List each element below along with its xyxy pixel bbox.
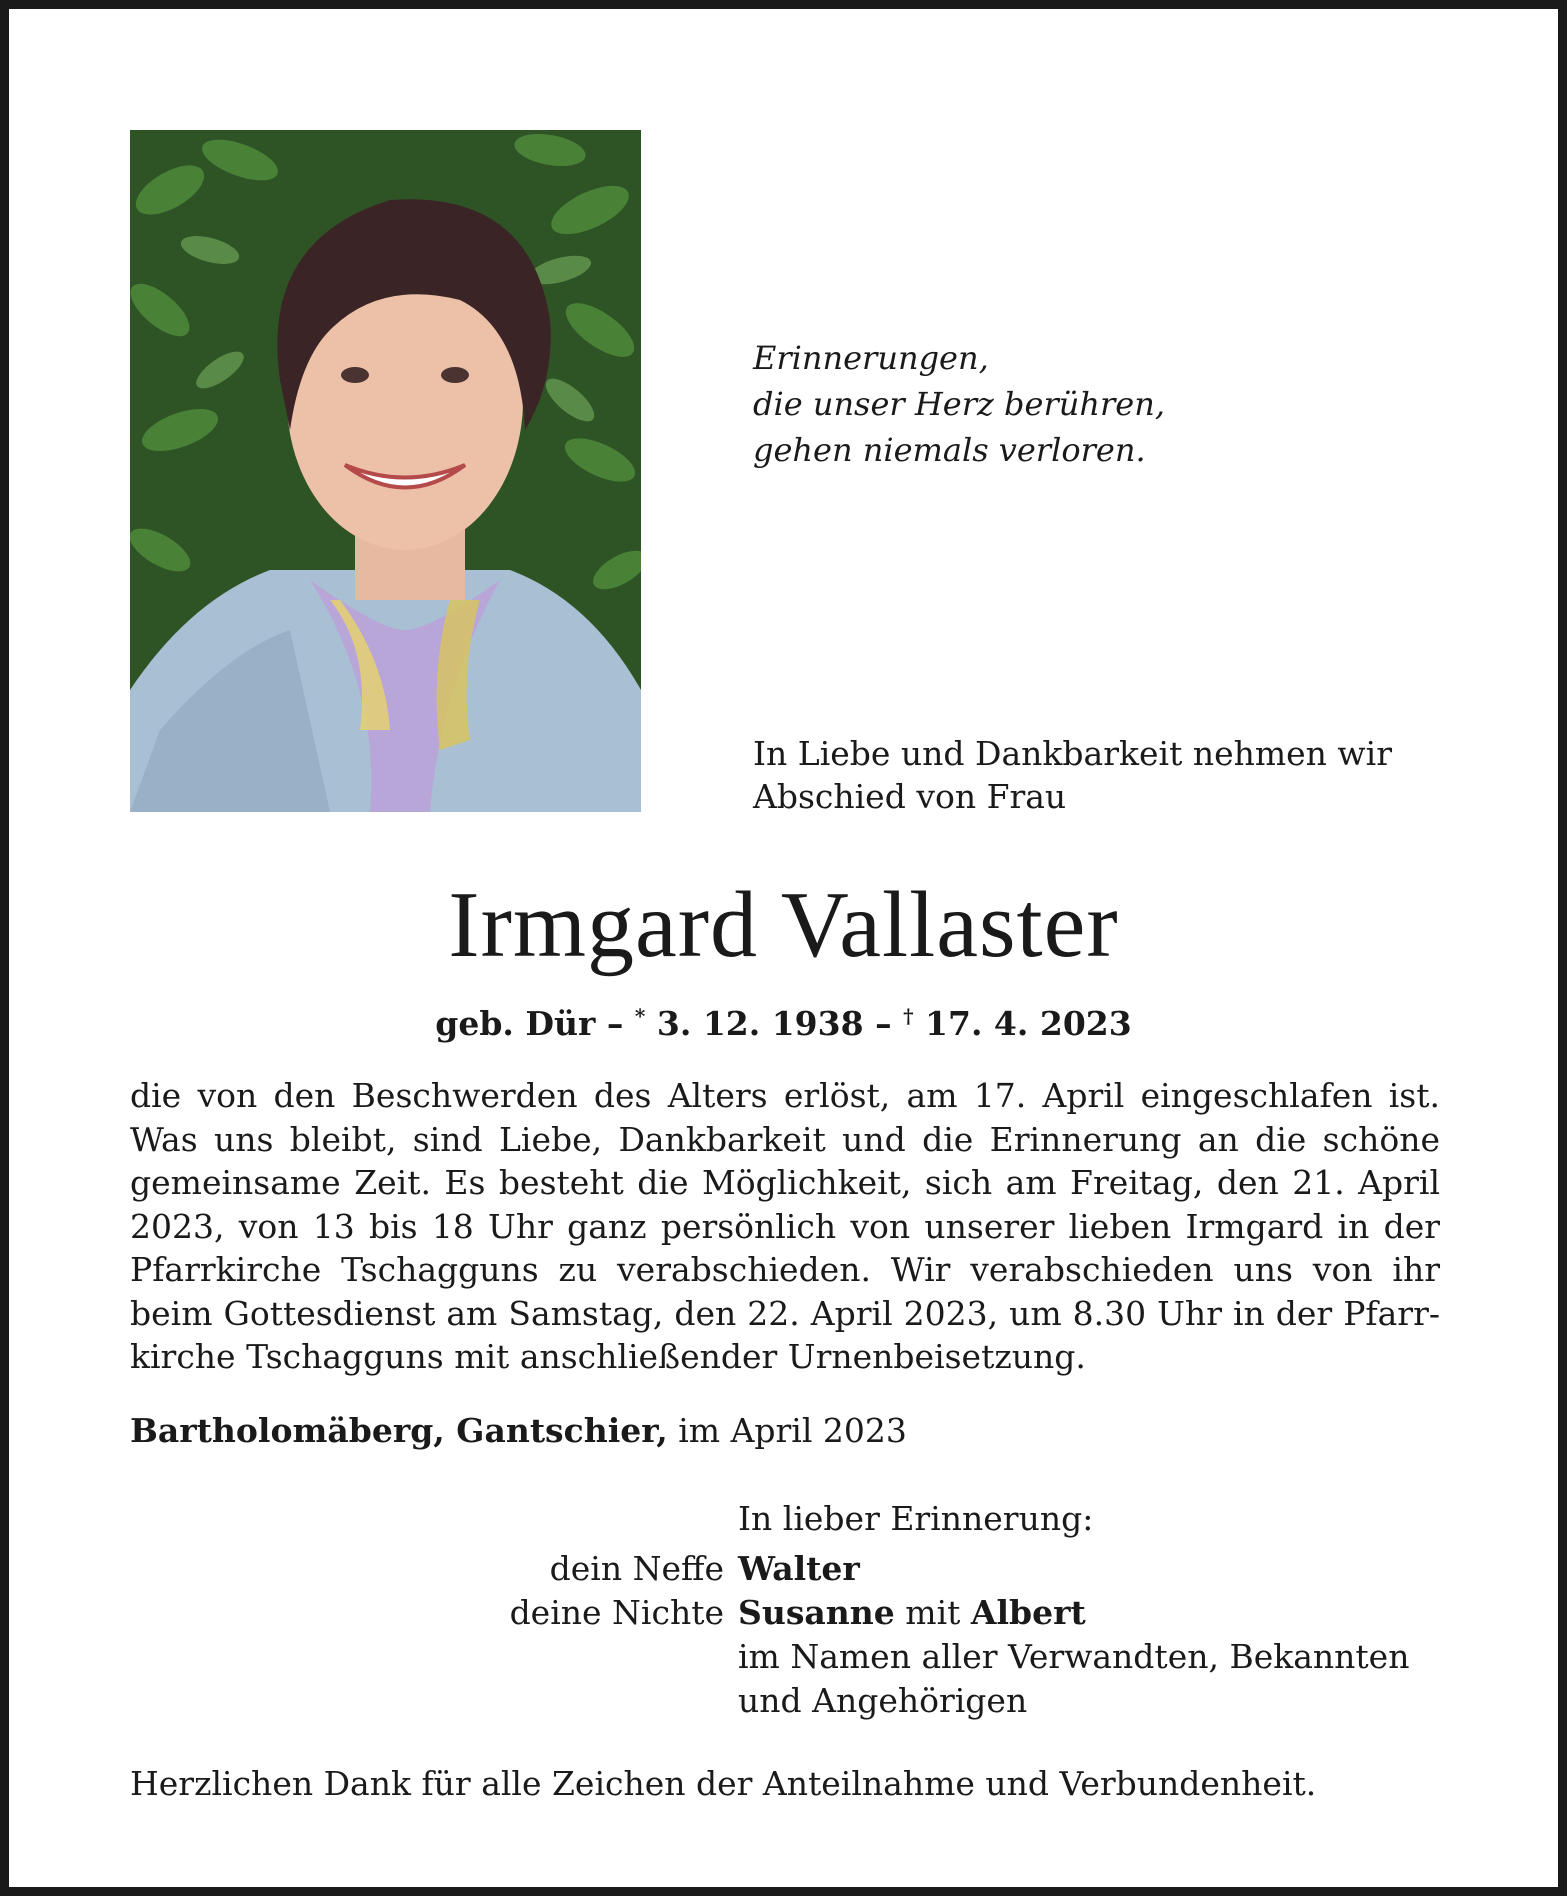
relation-label: dein Neffe [549, 1549, 724, 1588]
date-text: im April 2023 [678, 1411, 907, 1450]
body-line: 2023, von 13 bis 18 Uhr ganz persönlich von unserer lieben Irmgard in der [130, 1206, 1440, 1246]
portrait-photo [130, 130, 641, 812]
farewell-intro [753, 732, 1453, 818]
mourner-row-niece [0, 1591, 1567, 1635]
mourners-heading: In lieber Erinnerung: [738, 1499, 1094, 1538]
body-line: kirche Tschagguns mit anschließender Urnenbeisetzung. [130, 1337, 1086, 1376]
body-line: die von den Beschwerden des Alters erlöst, am 17. April eingeschlafen ist. [130, 1076, 1440, 1115]
body-line: Pfarrkirche Tschagguns zu verabschieden. Wir verabschieden uns von ihr [130, 1250, 1440, 1289]
death-date: 17. 4. 2023 [925, 1004, 1132, 1043]
intro-line: In Liebe und Dankbarkeit nehmen wir [753, 734, 1393, 773]
death-symbol: † [903, 1004, 914, 1028]
place-and-date [130, 1409, 907, 1453]
mourners-others-line: im Namen aller Verwandten, Bekannten [738, 1637, 1410, 1676]
life-dates: geb. Dür – * 3. 12. 1938 – † 17. 4. 2023 [435, 1004, 1132, 1043]
body-line: Was uns bleibt, sind Liebe, Dankbarkeit und die Erinnerung an die schöne [130, 1119, 1440, 1159]
mourner-row-nephew [0, 1547, 1567, 1591]
body-line: gemeinsame Zeit. Es besteht die Möglichkeit, sich am Freitag, den 21. April [130, 1163, 1440, 1202]
place-names: Bartholomäberg, Gantschier, [130, 1411, 668, 1450]
body-line: beim Gottesdienst am Samstag, den 22. April 2023, um 8.30 Uhr in der Pfarr- [130, 1293, 1440, 1333]
intro-line: Abschied von Frau [753, 777, 1067, 816]
obituary-body [130, 1074, 1440, 1379]
quote-line: Erinnerungen, [753, 339, 989, 377]
memorial-quote [753, 335, 1453, 473]
mourners-others-line: und Angehörigen [738, 1681, 1028, 1720]
quote-line: die unser Herz berühren, [753, 385, 1165, 423]
deceased-name: Irmgard Vallaster [448, 873, 1119, 977]
mourner-name: Susanne mit Albert [738, 1593, 1086, 1632]
thanks-line: Herzlichen Dank für alle Zeichen der Anteilnahme und Verbundenheit. [130, 1764, 1317, 1803]
birth-symbol: * [634, 1004, 646, 1028]
maiden-name: geb. Dür [435, 1004, 596, 1043]
birth-date: 3. 12. 1938 [656, 1004, 864, 1043]
quote-line: gehen niemals verloren. [753, 431, 1146, 469]
mourner-name: Walter [738, 1549, 860, 1588]
relation-label: deine Nichte [509, 1593, 724, 1632]
